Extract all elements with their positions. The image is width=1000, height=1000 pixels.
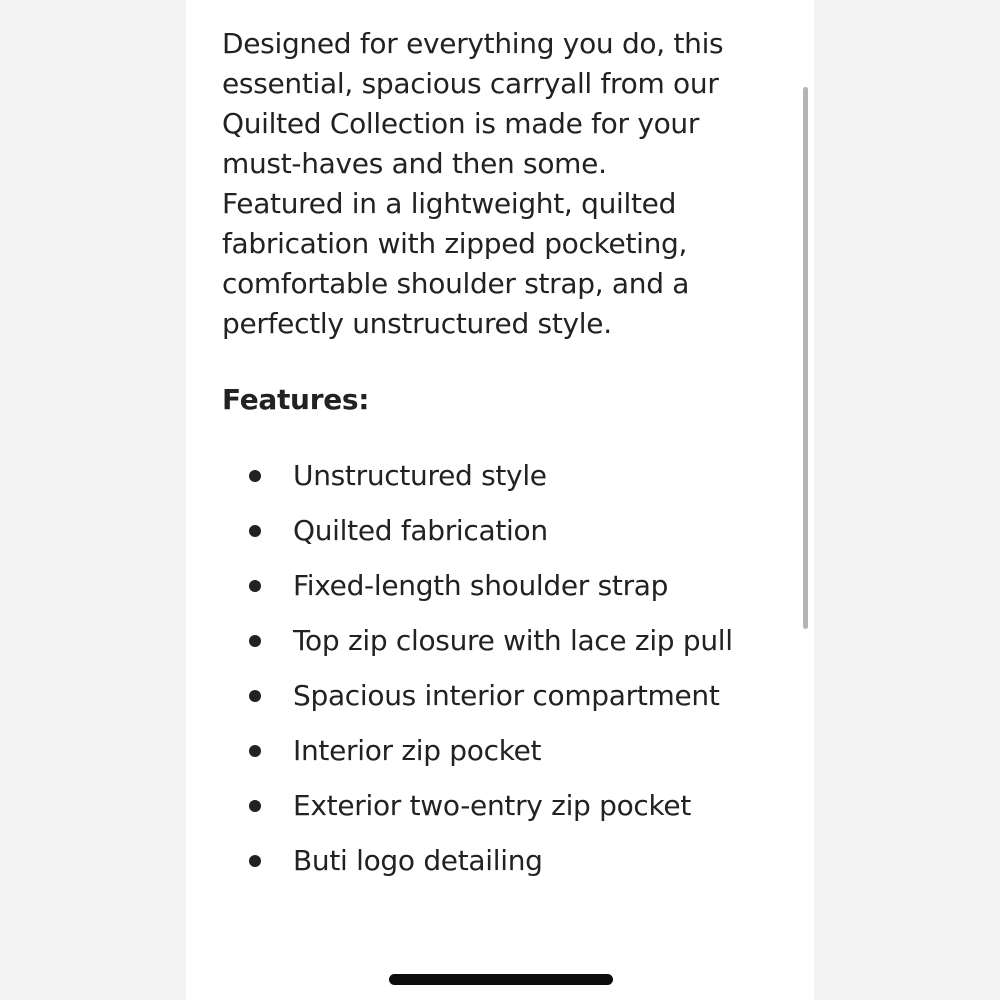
product-description-section	[222, 24, 792, 896]
feature-item-label: Spacious interior compartment	[293, 679, 720, 712]
product-description: Designed for everything you do, this essential, spacious carryall from our Quilted Collection is made for your must-haves and then some. Featured in a lightweight, quilted fabrication with zipped pocketing, comfortable shoulder strap, and a perfectly unstructured style.	[222, 27, 724, 340]
bullet-icon	[249, 690, 261, 702]
feature-item	[222, 511, 792, 551]
feature-item	[222, 566, 792, 606]
bullet-icon	[249, 470, 261, 482]
feature-item-label: Interior zip pocket	[293, 734, 542, 767]
bullet-icon	[249, 635, 261, 647]
bullet-icon	[249, 855, 261, 867]
feature-item	[222, 676, 792, 716]
bullet-icon	[249, 580, 261, 592]
feature-item-label: Buti logo detailing	[293, 844, 543, 877]
side-background-right	[814, 0, 1000, 1000]
phone-screen	[186, 0, 814, 1000]
feature-item	[222, 621, 792, 661]
side-background-left	[0, 0, 186, 1000]
feature-item-label: Exterior two-entry zip pocket	[293, 789, 692, 822]
bullet-icon	[249, 745, 261, 757]
feature-item-label: Fixed-length shoulder strap	[293, 569, 669, 602]
feature-item-label: Top zip closure with lace zip pull	[293, 624, 733, 657]
bullet-icon	[249, 525, 261, 537]
feature-list	[222, 456, 792, 881]
feature-item	[222, 786, 792, 826]
bullet-icon	[249, 800, 261, 812]
feature-item	[222, 731, 792, 771]
features-heading: Features:	[222, 383, 370, 416]
scrollbar[interactable]	[803, 87, 808, 629]
feature-item-label: Quilted fabrication	[293, 514, 548, 547]
feature-item-label: Unstructured style	[293, 459, 547, 492]
feature-item	[222, 456, 792, 496]
home-indicator[interactable]	[389, 974, 613, 985]
feature-item	[222, 841, 792, 881]
